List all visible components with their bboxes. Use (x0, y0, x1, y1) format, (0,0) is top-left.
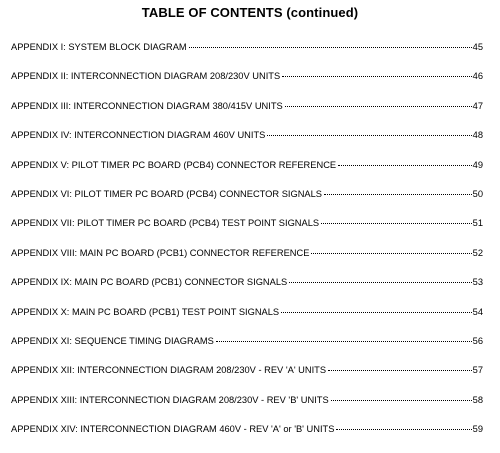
toc-entry-label: APPENDIX II: INTERCONNECTION DIAGRAM 208/230V UNITS (11, 71, 281, 82)
toc-entry-page-number: 46 (472, 71, 483, 82)
toc-entry-appendix-x[interactable] (11, 307, 483, 336)
toc-entry-appendix-iv[interactable] (11, 130, 483, 159)
table-of-contents (11, 42, 483, 453)
dot-leader (321, 223, 472, 224)
dot-leader (281, 312, 472, 313)
dot-leader (282, 76, 472, 77)
toc-entry-page-number: 45 (472, 42, 483, 52)
toc-entry-page-number: 54 (472, 306, 483, 317)
toc-entry-label: APPENDIX IV: INTERCONNECTION DIAGRAM 460V UNITS (11, 130, 266, 141)
toc-entry-appendix-i[interactable] (11, 42, 483, 71)
toc-entry-page-number: 59 (472, 424, 483, 435)
dot-leader (267, 135, 471, 136)
toc-entry-label: APPENDIX XIII: INTERCONNECTION DIAGRAM 208/230V - REV 'B' UNITS (11, 394, 329, 405)
dot-leader (324, 194, 472, 195)
toc-entry-appendix-xiv[interactable] (11, 424, 483, 453)
toc-entry-page-number: 51 (472, 218, 483, 229)
toc-entry-appendix-viii[interactable] (11, 248, 483, 277)
dot-leader (285, 106, 472, 107)
toc-entry-label: APPENDIX IX: MAIN PC BOARD (PCB1) CONNECTOR SIGNALS (11, 277, 288, 288)
toc-entry-label: APPENDIX VIII: MAIN PC BOARD (PCB1) CONNECTOR REFERENCE (11, 247, 310, 258)
toc-entry-label: APPENDIX III: INTERCONNECTION DIAGRAM 380/415V UNITS (11, 100, 283, 111)
page-title: TABLE OF CONTENTS (continued) (141, 5, 359, 20)
toc-entry-label: APPENDIX XII: INTERCONNECTION DIAGRAM 208/230V - REV 'A' UNITS (11, 365, 327, 376)
dot-leader (216, 341, 472, 342)
toc-entry-page-number: 50 (472, 188, 483, 199)
dot-leader (289, 282, 471, 283)
toc-entry-label: APPENDIX V: PILOT TIMER PC BOARD (PCB4) CONNECTOR REFERENCE (11, 159, 337, 170)
toc-entry-page-number: 53 (472, 277, 483, 288)
toc-entry-page-number: 56 (472, 335, 483, 346)
dot-leader (338, 165, 472, 166)
toc-entry-appendix-v[interactable] (11, 160, 483, 189)
toc-entry-appendix-xi[interactable] (11, 336, 483, 365)
toc-entry-appendix-ix[interactable] (11, 277, 483, 306)
dot-leader (311, 253, 471, 254)
toc-entry-label: APPENDIX XIV: INTERCONNECTION DIAGRAM 460V - REV 'A' or 'B' UNITS (11, 424, 335, 435)
toc-entry-appendix-xiii[interactable] (11, 395, 483, 424)
toc-entry-label: APPENDIX I: SYSTEM BLOCK DIAGRAM (11, 42, 187, 52)
toc-entry-appendix-ii[interactable] (11, 71, 483, 100)
toc-entry-page-number: 58 (472, 394, 483, 405)
toc-entry-appendix-iii[interactable] (11, 101, 483, 130)
dot-leader (331, 400, 472, 401)
toc-entry-label: APPENDIX X: MAIN PC BOARD (PCB1) TEST POINT SIGNALS (11, 306, 280, 317)
toc-entry-page-number: 57 (472, 365, 483, 376)
toc-entry-appendix-xii[interactable] (11, 365, 483, 394)
dot-leader (336, 429, 471, 430)
toc-entry-page-number: 52 (472, 247, 483, 258)
toc-entry-label: APPENDIX XI: SEQUENCE TIMING DIAGRAMS (11, 335, 214, 346)
dot-leader (189, 47, 472, 48)
toc-entry-page-number: 48 (472, 130, 483, 141)
toc-entry-appendix-vi[interactable] (11, 189, 483, 218)
toc-entry-label: APPENDIX VII: PILOT TIMER PC BOARD (PCB4) TEST POINT SIGNALS (11, 218, 320, 229)
toc-entry-page-number: 47 (472, 100, 483, 111)
toc-entry-appendix-vii[interactable] (11, 218, 483, 247)
toc-entry-label: APPENDIX VI: PILOT TIMER PC BOARD (PCB4) CONNECTOR SIGNALS (11, 188, 322, 199)
dot-leader (328, 370, 472, 371)
toc-entry-page-number: 49 (472, 159, 483, 170)
